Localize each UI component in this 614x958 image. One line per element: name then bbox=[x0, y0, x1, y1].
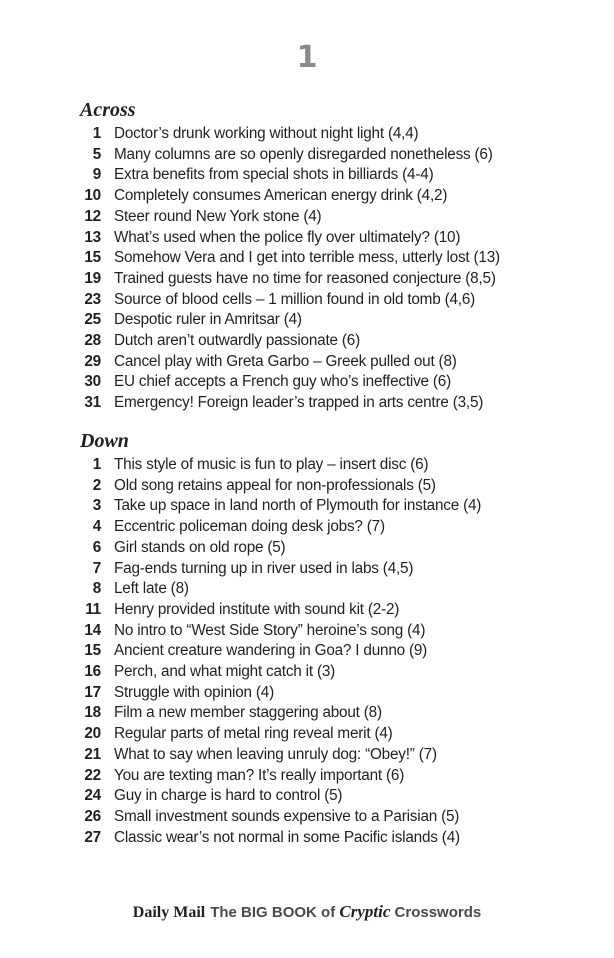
clue-text: This style of music is fun to play – insert disc (6) bbox=[114, 456, 429, 473]
clue-number: 5 bbox=[92, 145, 101, 163]
clue-text: Extra benefits from special shots in billiards (4-4) bbox=[114, 166, 434, 184]
across-clue bbox=[80, 290, 600, 311]
down-clue bbox=[80, 703, 600, 724]
across-clue bbox=[80, 228, 600, 249]
clue-text: Film a new member staggering about (8) bbox=[114, 704, 382, 722]
clue-number: 12 bbox=[84, 207, 101, 225]
clue-number: 10 bbox=[84, 187, 101, 205]
clue-number: 15 bbox=[84, 642, 101, 660]
down-clue bbox=[80, 579, 600, 600]
clue-number: 30 bbox=[84, 373, 101, 391]
across-heading: Across bbox=[80, 99, 136, 121]
clue-number: 28 bbox=[84, 332, 101, 350]
clue-number: 2 bbox=[92, 476, 101, 494]
across-clue bbox=[80, 248, 600, 269]
clue-text: Dutch aren’t outwardly passionate (6) bbox=[114, 332, 360, 350]
down-clue bbox=[80, 766, 600, 787]
clue-number: 21 bbox=[84, 745, 101, 763]
clue-text: Ancient creature wandering in Goa? I dunno (9) bbox=[114, 642, 428, 660]
clue-text: Guy in charge is hard to control (5) bbox=[114, 787, 343, 805]
clue-number: 9 bbox=[92, 166, 101, 184]
across-clue bbox=[80, 310, 600, 331]
clue-number: 22 bbox=[84, 766, 101, 784]
clue-text: EU chief accepts a French guy who’s ineffective (6) bbox=[114, 373, 451, 391]
clue-number: 24 bbox=[84, 787, 101, 805]
across-clue bbox=[80, 393, 600, 414]
clue-text: What’s used when the police fly over ultimately? (10) bbox=[114, 228, 461, 246]
clue-text: Regular parts of metal ring reveal merit (4) bbox=[114, 725, 393, 743]
across-clue bbox=[80, 186, 600, 207]
clue-number: 26 bbox=[84, 807, 101, 825]
down-heading: Down bbox=[80, 430, 129, 452]
down-clue bbox=[80, 559, 600, 580]
down-clue bbox=[80, 683, 600, 704]
down-clue bbox=[80, 745, 600, 766]
down-clue bbox=[80, 600, 600, 621]
clue-number: 27 bbox=[84, 828, 101, 846]
clue-number: 18 bbox=[84, 704, 101, 722]
down-clue bbox=[80, 517, 600, 538]
down-clue bbox=[80, 476, 600, 497]
across-clue bbox=[80, 124, 600, 145]
down-clue bbox=[80, 724, 600, 745]
clue-text: Girl stands on old rope (5) bbox=[114, 538, 286, 556]
clue-text: Somehow Vera and I get into terrible mess, utterly lost (13) bbox=[114, 249, 500, 267]
across-clue bbox=[80, 331, 600, 352]
clue-text: You are texting man? It’s really important (6) bbox=[114, 766, 405, 784]
clue-number: 6 bbox=[92, 538, 101, 556]
footer-title-cryptic: Cryptic bbox=[339, 902, 391, 921]
clue-number: 16 bbox=[84, 663, 101, 681]
footer-title-start: The BIG BOOK of bbox=[210, 904, 340, 921]
clue-text: Small investment sounds expensive to a Parisian (5) bbox=[114, 807, 460, 825]
clue-number: 17 bbox=[84, 683, 101, 701]
down-clue-list bbox=[80, 455, 600, 848]
down-clue bbox=[80, 786, 600, 807]
daily-mail-logo: Daily Mail bbox=[132, 904, 206, 921]
down-clue bbox=[80, 621, 600, 642]
clue-text: Left late (8) bbox=[114, 580, 189, 598]
down-clue bbox=[80, 807, 600, 828]
across-clue bbox=[80, 165, 600, 186]
clue-number: 15 bbox=[84, 249, 101, 267]
across-clue bbox=[80, 352, 600, 373]
clue-number: 11 bbox=[85, 600, 101, 618]
footer bbox=[0, 902, 614, 922]
down-clue bbox=[80, 455, 600, 476]
clue-number: 8 bbox=[92, 580, 101, 598]
clue-text: Take up space in land north of Plymouth for instance (4) bbox=[114, 497, 482, 515]
clue-text: Old song retains appeal for non-professionals (5) bbox=[114, 476, 436, 494]
down-clue bbox=[80, 641, 600, 662]
clue-text: Trained guests have no time for reasoned conjecture (8,5) bbox=[114, 269, 496, 287]
clue-number: 7 bbox=[92, 559, 101, 577]
clue-text: Fag-ends turning up in river used in labs (4,5) bbox=[114, 559, 414, 577]
footer-title-end: Crosswords bbox=[390, 904, 482, 921]
clue-text: Cancel play with Greta Garbo – Greek pulled out (8) bbox=[114, 352, 457, 370]
clue-text: Steer round New York stone (4) bbox=[114, 207, 322, 225]
down-clue bbox=[80, 496, 600, 517]
clue-text: Completely consumes American energy drink (4,2) bbox=[114, 187, 448, 205]
clue-number: 29 bbox=[84, 352, 101, 370]
across-clue bbox=[80, 145, 600, 166]
clue-text: Emergency! Foreign leader’s trapped in arts centre (3,5) bbox=[114, 394, 484, 412]
clue-number: 25 bbox=[84, 311, 101, 329]
clue-text: Struggle with opinion (4) bbox=[114, 683, 274, 701]
clue-number: 20 bbox=[84, 725, 101, 743]
clue-number: 1 bbox=[92, 125, 101, 142]
clue-text: No intro to “West Side Story” heroine’s song (4) bbox=[114, 621, 426, 639]
across-clue-list bbox=[80, 124, 600, 414]
down-clue bbox=[80, 538, 600, 559]
across-clue bbox=[80, 269, 600, 290]
across-section bbox=[80, 98, 600, 414]
clue-number: 3 bbox=[92, 497, 101, 515]
clue-number: 19 bbox=[84, 269, 101, 287]
clue-number: 23 bbox=[84, 290, 101, 308]
clue-number: 31 bbox=[84, 394, 101, 412]
clue-number: 14 bbox=[84, 621, 101, 639]
clue-text: Eccentric policeman doing desk jobs? (7) bbox=[114, 518, 385, 536]
across-clue bbox=[80, 372, 600, 393]
clue-text: Doctor’s drunk working without night light (4,4) bbox=[114, 125, 419, 142]
page-number: 1 bbox=[296, 40, 318, 75]
clue-number: 4 bbox=[92, 518, 101, 536]
clue-text: Henry provided institute with sound kit (2-2) bbox=[114, 600, 400, 618]
down-section bbox=[80, 429, 600, 848]
clue-text: Many columns are so openly disregarded nonetheless (6) bbox=[114, 145, 493, 163]
clue-number: 1 bbox=[92, 456, 101, 473]
down-clue bbox=[80, 828, 600, 849]
clue-text: What to say when leaving unruly dog: “Obey!” (7) bbox=[114, 745, 437, 763]
clue-number: 13 bbox=[84, 228, 101, 246]
clue-text: Classic wear’s not normal in some Pacific islands (4) bbox=[114, 828, 460, 846]
down-clue bbox=[80, 662, 600, 683]
clue-text: Despotic ruler in Amritsar (4) bbox=[114, 311, 302, 329]
clue-text: Perch, and what might catch it (3) bbox=[114, 663, 336, 681]
clue-text: Source of blood cells – 1 million found in old tomb (4,6) bbox=[114, 290, 476, 308]
across-clue bbox=[80, 207, 600, 228]
